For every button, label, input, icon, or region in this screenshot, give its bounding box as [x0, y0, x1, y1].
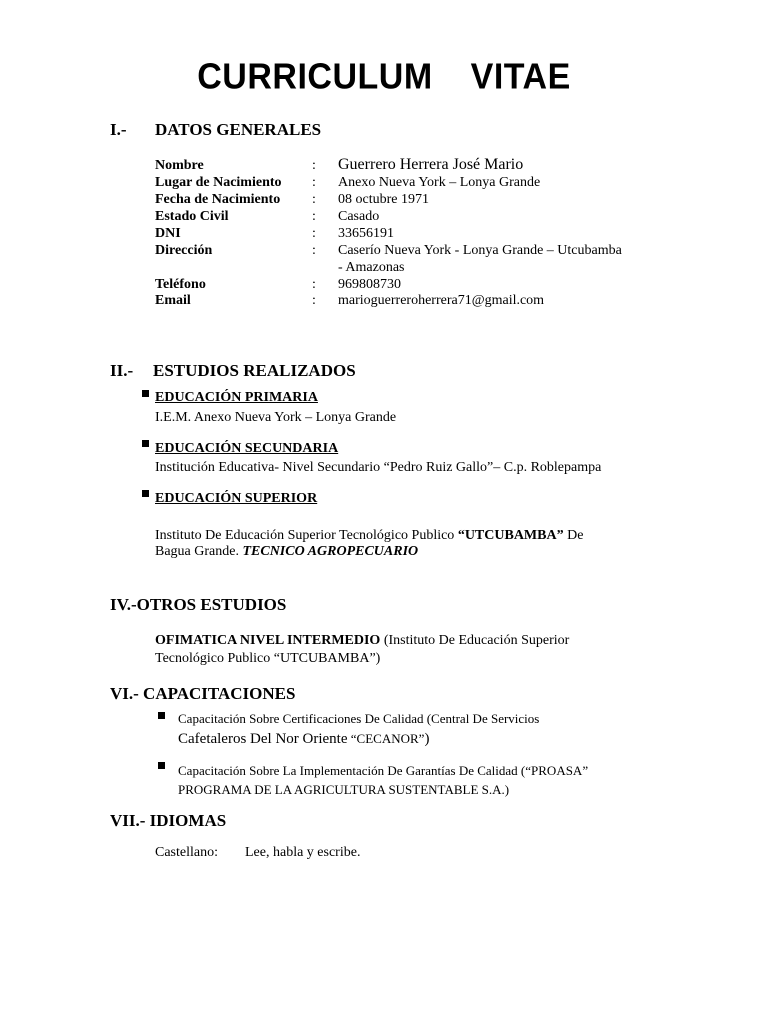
colon: : [312, 243, 316, 258]
capacitacion-1-line-1: Capacitación Sobre Certificaciones De Calidad (Central De Servicios [178, 711, 540, 726]
value-nombre: Guerrero Herrera José Mario [338, 156, 524, 173]
label-telefono: Teléfono [155, 277, 206, 292]
label-lugar-nacimiento: Lugar de Nacimiento [155, 175, 282, 190]
label-estado-civil: Estado Civil [155, 209, 229, 224]
cecanor-name: Cafetaleros Del Nor Oriente [178, 731, 348, 747]
capacitacion-2-line-2: PROGRAMA DE LA AGRICULTURA SUSTENTABLE S.A.) [178, 782, 510, 797]
superior-city: Bagua Grande. [155, 544, 243, 559]
ofimatica-label: OFIMATICA NIVEL INTERMEDIO [155, 633, 381, 648]
value-estado-civil: Casado [338, 209, 380, 224]
bullet-icon [158, 762, 165, 769]
bullet-icon [142, 440, 149, 447]
capacitacion-1-line-2 [178, 730, 429, 748]
section-1-heading: DATOS GENERALES [155, 120, 322, 139]
primaria-text: I.E.M. Anexo Nueva York – Lonya Grande [155, 410, 397, 425]
label-nombre: Nombre [155, 158, 204, 173]
colon: : [312, 175, 316, 190]
colon: : [312, 293, 316, 308]
title-part1: CURRICULUM [197, 57, 433, 97]
cecanor-acronym: “CECANOR” [347, 731, 425, 746]
primaria-label: EDUCACIÓN PRIMARIA [155, 390, 318, 405]
colon: : [312, 158, 316, 173]
section-4-heading: IV.-OTROS ESTUDIOS [110, 595, 287, 614]
value-dni: 33656191 [338, 226, 394, 241]
bullet-icon [142, 490, 149, 497]
colon: : [312, 226, 316, 241]
colon: : [312, 209, 316, 224]
label-fecha-nacimiento: Fecha de Nacimiento [155, 192, 281, 207]
value-telefono: 969808730 [338, 277, 401, 292]
secundaria-label: EDUCACIÓN SECUNDARIA [155, 441, 339, 456]
superior-line-1 [155, 528, 583, 544]
page-title [0, 57, 768, 98]
idioma-name: Castellano: [155, 845, 218, 860]
otros-line-2: Tecnológico Publico “UTCUBAMBA”) [155, 651, 381, 666]
capacitacion-2-line-1: Capacitación Sobre La Implementación De Garantías De Calidad (“PROASA” [178, 763, 589, 778]
value-fecha-nacimiento: 08 octubre 1971 [338, 192, 429, 207]
section-2-number: II.- [110, 361, 134, 380]
superior-line-2 [155, 544, 418, 560]
bullet-icon [158, 712, 165, 719]
close-paren: ) [424, 731, 430, 747]
secundaria-text: Institución Educativa- Nivel Secundario “Pedro Ruiz Gallo”– C.p. Roblepampa [155, 460, 602, 475]
value-direccion: Caserío Nueva York - Lonya Grande – Utcubamba [338, 243, 622, 258]
colon: : [312, 192, 316, 207]
idioma-level: Lee, habla y escribe. [245, 845, 361, 860]
label-dni: DNI [155, 226, 181, 241]
bullet-icon [142, 390, 149, 397]
ofimatica-institute: (Instituto De Educación Superior [380, 633, 570, 648]
colon: : [312, 277, 316, 292]
superior-institute: Instituto De Educación Superior Tecnológico Publico [155, 528, 458, 543]
section-6-heading: VI.- CAPACITACIONES [110, 684, 296, 703]
section-2-heading: ESTUDIOS REALIZADOS [153, 361, 356, 380]
label-direccion: Dirección [155, 243, 213, 258]
otros-line-1 [155, 633, 569, 649]
superior-label: EDUCACIÓN SUPERIOR [155, 491, 318, 506]
value-direccion-cont: - Amazonas [338, 260, 405, 275]
superior-de: De [563, 528, 584, 543]
superior-institute-name: “UTCUBAMBA” [457, 528, 564, 543]
superior-title: TECNICO AGROPECUARIO [242, 544, 419, 559]
value-email: marioguerreroherrera71@gmail.com [338, 293, 545, 308]
title-part2: VITAE [470, 57, 571, 97]
section-1-number: I.- [110, 120, 127, 139]
label-email: Email [155, 293, 191, 308]
value-lugar-nacimiento: Anexo Nueva York – Lonya Grande [338, 175, 541, 190]
section-7-heading: VII.- IDIOMAS [110, 811, 227, 830]
